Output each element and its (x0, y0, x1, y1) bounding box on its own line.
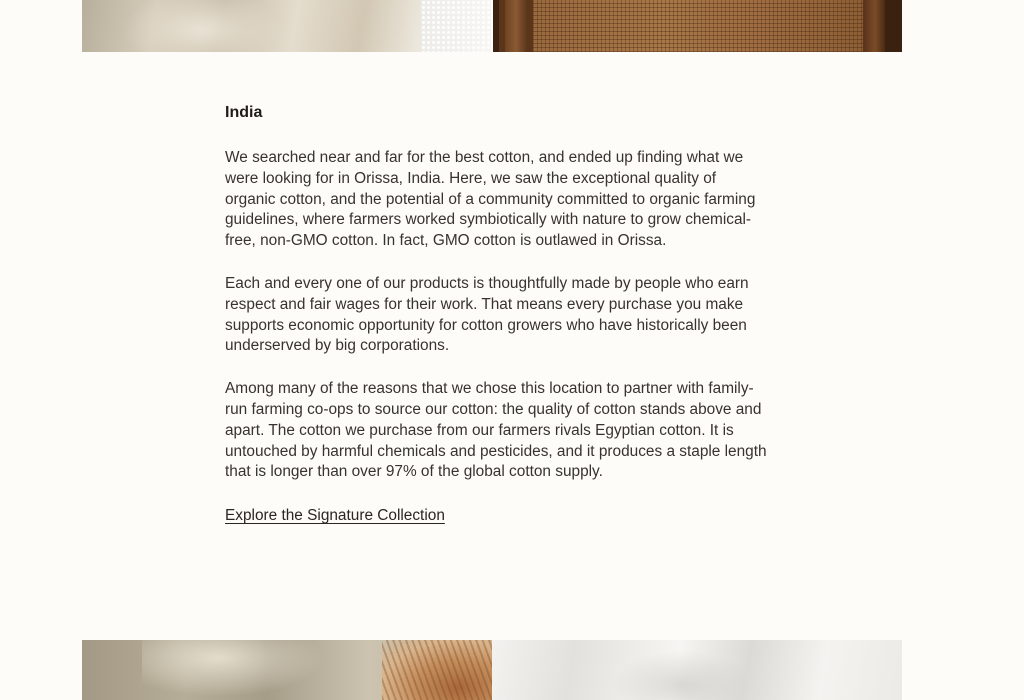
screen-frame-edge (885, 0, 902, 52)
rattan-screen-photo (493, 0, 902, 52)
top-image-strip (82, 0, 902, 52)
screen-frame-left (493, 0, 499, 52)
lamp-glow (142, 640, 332, 700)
bedding-photo (82, 0, 491, 52)
screen-frame-post (505, 0, 527, 52)
paragraph-quality: Among many of the reasons that we chose this location to partner with family-run farming co-ops to source our cotton: the quality of cotton stands above and apart. The cotton we purchase from our farmers rivals Egyptian cotton. It is untouched by harmful chemicals and pesticides, and it produces a staple length that is longer than over 97% of the global cotton supply. (225, 380, 767, 481)
explore-collection-link[interactable]: Explore the Signature Collection (225, 507, 445, 525)
bottom-image-strip (82, 640, 902, 700)
screen-frame-right (865, 0, 885, 52)
paragraph-sourcing: We searched near and far for the best cotton, and ended up finding what we were looking for in Orissa, India. Here, we saw the exceptional quality of organic cotton, and the potential of a community committed to organic farming guidelines, where farmers worked symbiotically with nature to grow chemical-free, non-GMO cotton. In fact, GMO cotton is outlawed in Orissa. (225, 149, 756, 250)
cane-weave-panel (533, 0, 863, 52)
story-content (225, 102, 770, 526)
white-linen-photo (492, 640, 902, 700)
section-heading: India (225, 104, 263, 121)
sheepskin-throw (382, 640, 492, 700)
paragraph-fair-wages: Each and every one of our products is thoughtfully made by people who earn respect and fair wages for their work. That means every purchase you make supports economic opportunity for cotton growers who have historically been underserved by big corporations. (225, 274, 749, 355)
bedroom-lamp-photo (82, 640, 492, 700)
